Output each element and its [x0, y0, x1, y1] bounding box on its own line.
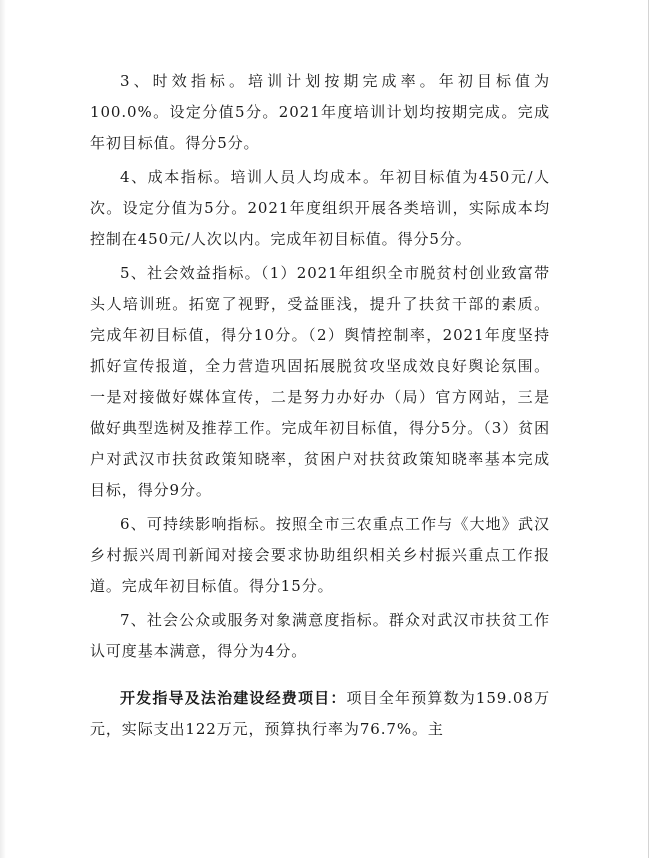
- paragraph-satisfaction-indicator: 7、社会公众或服务对象满意度指标。群众对武汉市扶贫工作认可度基本满意，得分为4分。: [90, 611, 550, 660]
- paragraph-sustainability-indicator: 6、可持续影响指标。按照全市三农重点工作与《大地》武汉乡村振兴周刊新闻对接会要求协助组织相关乡村振兴重点工作报道。完成年初目标值。得分15分。: [90, 515, 550, 595]
- paragraph-social-benefit-indicator: 5、社会效益指标。（1）2021年组织全市脱贫村创业致富带头人培训班。拓宽了视野，受益匪浅，提升了扶贫干部的素质。完成年初目标值，得分10分。（2）舆情控制率，2021年度坚持抓好宣传报道，全力营造巩固拓展脱贫攻坚成效良好舆论氛围。一是对接做好媒体宣传，二是努力办好办（局）官方网站，三是做好典型选树及推荐工作。完成年初目标值，得分5分。（3）贫困户对武汉市扶贫政策知晓率，贫困户对扶贫政策知晓率基本完成目标，得分9分。: [90, 264, 550, 499]
- paragraph-cost-indicator: 4、成本指标。培训人员人均成本。年初目标值为450元/人次。设定分值为5分。2021年度组织开展各类培训，实际成本均控制在450元/人次以内。完成年初目标值。得分5分。: [90, 168, 550, 248]
- project-summary-text: 项目全年预算数为159.08万元，实际支出122万元，预算执行率为76.7%。主: [90, 689, 550, 738]
- paragraph-timeliness-indicator: 3、时效指标。培训计划按期完成率。年初目标值为100.0%。设定分值5分。2021年度培训计划均按期完成。完成年初目标值。得分5分。: [90, 72, 550, 152]
- project-title: 开发指导及法治建设经费项目：: [120, 689, 347, 707]
- document-body: [90, 66, 550, 748]
- paragraph-project-summary: [90, 683, 550, 745]
